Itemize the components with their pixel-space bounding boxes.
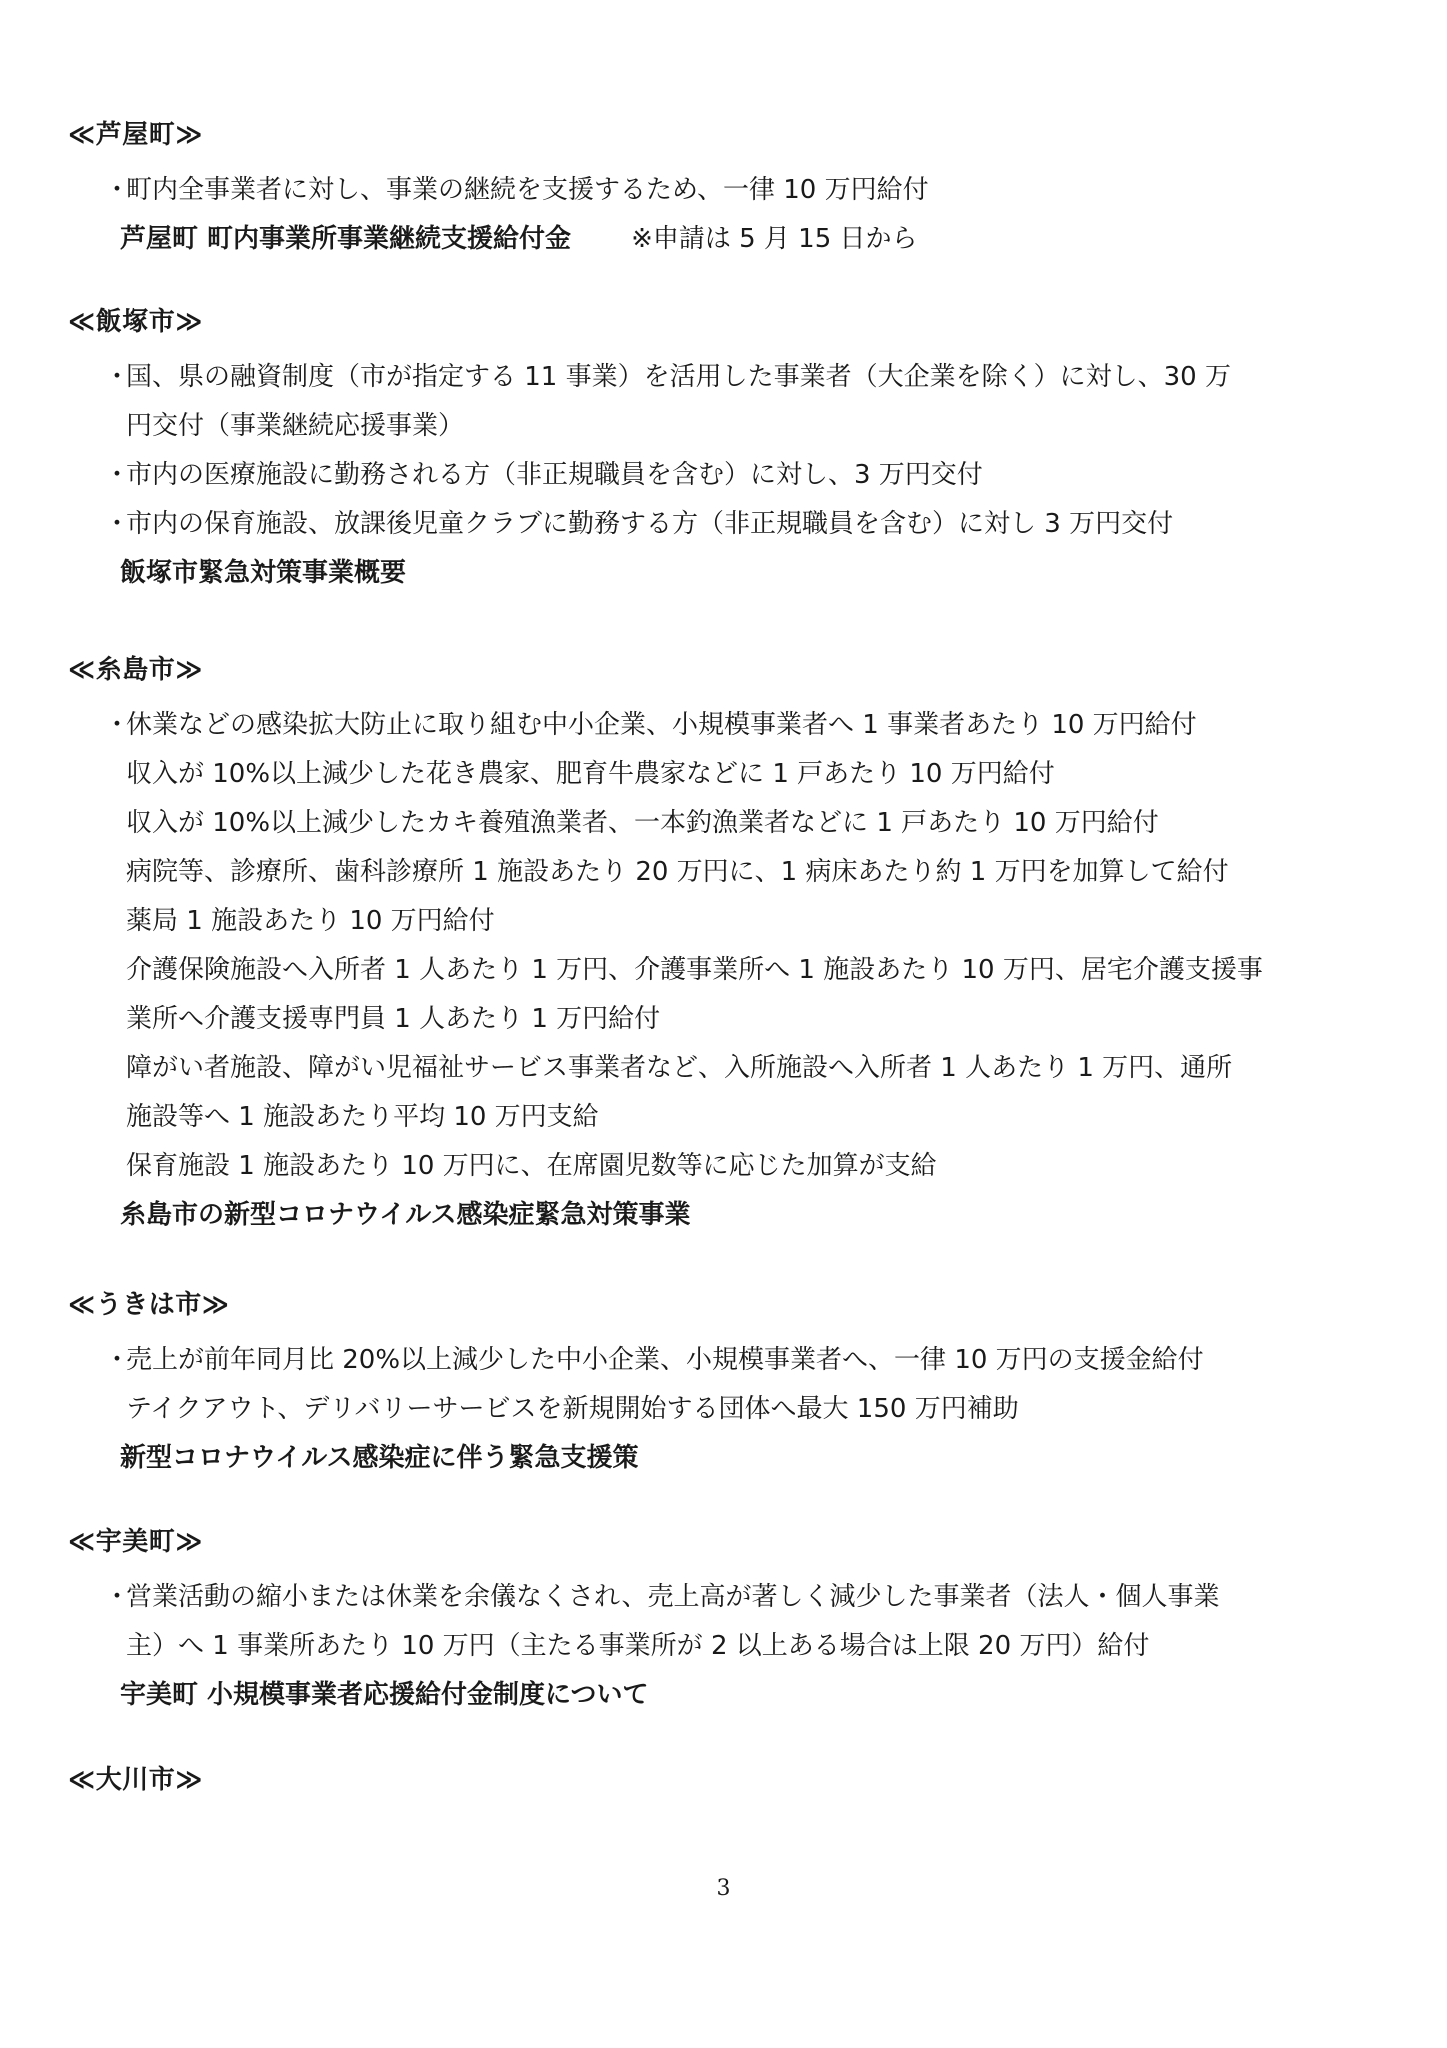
section-ukiha [68, 1290, 1388, 1483]
bullet-item [104, 701, 1388, 750]
section-items [68, 1336, 1388, 1434]
bullet-text: 市内の保育施設、放課後児童クラブに勤務する方（非正規職員を含む）に対し 3 万円交付 [126, 509, 1174, 539]
bullet-mark: ・ [104, 1582, 131, 1612]
bullet-text: 国、県の融資制度（市が指定する 11 事業）を活用した事業者（大企業を除く）に対し、30 万 [126, 362, 1231, 392]
bullet-text: 市内の医療施設に勤務される方（非正規職員を含む）に対し、3 万円交付 [126, 460, 983, 490]
section-itoshima [68, 655, 1388, 1240]
section-heading: ≪宇美町≫ [68, 1527, 203, 1557]
bullet-text: 売上が前年同月比 20%以上減少した中小企業、小規模事業者へ、一律 10 万円の支援金給付 [126, 1345, 1204, 1375]
program-link[interactable]: 宇美町 小規模事業者応援給付金制度について [120, 1680, 649, 1710]
program-link-line [68, 1434, 1388, 1483]
bullet-continuation: 薬局 1 施設あたり 10 万円給付 [126, 906, 495, 936]
program-link-line [68, 215, 1388, 264]
bullet-continuation: 収入が 10%以上減少した花き農家、肥育牛農家などに 1 戸あたり 10 万円給付 [126, 759, 1055, 789]
program-link-line [68, 1671, 1388, 1720]
program-link[interactable]: 飯塚市緊急対策事業概要 [120, 558, 407, 588]
section-items [68, 353, 1388, 549]
bullet-continuation: 介護保険施設へ入所者 1 人あたり 1 万円、介護事業所へ 1 施設あたり 10 万円、居宅介護支援事 [126, 955, 1263, 985]
bullet-mark: ・ [104, 175, 131, 205]
program-link-line [68, 1191, 1388, 1240]
section-heading: ≪飯塚市≫ [68, 307, 203, 337]
bullet-text: 町内全事業者に対し、事業の継続を支援するため、一律 10 万円給付 [126, 175, 929, 205]
bullet-text: 営業活動の縮小または休業を余儀なくされ、売上高が著しく減少した事業者（法人・個人事業 [126, 1582, 1220, 1612]
bullet-continuation: テイクアウト、デリバリーサービスを新規開始する団体へ最大 150 万円補助 [126, 1394, 1019, 1424]
bullet-mark: ・ [104, 710, 131, 740]
section-iizuka [68, 307, 1388, 598]
bullet-item [104, 500, 1388, 549]
bullet-continuation: 保育施設 1 施設あたり 10 万円に、在席園児数等に応じた加算が支給 [126, 1151, 937, 1181]
program-link-line [68, 549, 1388, 598]
section-umi [68, 1527, 1388, 1720]
bullet-mark: ・ [104, 509, 131, 539]
section-items [68, 701, 1388, 1191]
program-link[interactable]: 芦屋町 町内事業所事業継続支援給付金 [120, 224, 572, 254]
section-items [68, 166, 1388, 215]
bullet-continuation: 業所へ介護支援専門員 1 人あたり 1 万円給付 [126, 1004, 661, 1034]
section-items [68, 1573, 1388, 1671]
bullet-continuation: 円交付（事業継続応援事業） [126, 411, 465, 441]
section-okawa [68, 1765, 1388, 1795]
bullet-continuation: 施設等へ 1 施設あたり平均 10 万円支給 [126, 1102, 599, 1132]
program-link[interactable]: 新型コロナウイルス感染症に伴う緊急支援策 [120, 1443, 639, 1473]
section-heading: ≪糸島市≫ [68, 655, 203, 685]
bullet-mark: ・ [104, 362, 131, 392]
section-heading: ≪うきは市≫ [68, 1290, 230, 1320]
bullet-text: 休業などの感染拡大防止に取り組む中小企業、小規模事業者へ 1 事業者あたり 10 万円給付 [126, 710, 1197, 740]
page-number: 3 [716, 1876, 731, 1901]
application-note: ※申請は 5 月 15 日から [631, 224, 918, 254]
bullet-item [104, 451, 1388, 500]
bullet-item [104, 166, 1388, 215]
bullet-mark: ・ [104, 460, 131, 490]
bullet-item [104, 1336, 1388, 1385]
bullet-continuation: 収入が 10%以上減少したカキ養殖漁業者、一本釣漁業者などに 1 戸あたり 10 万円給付 [126, 808, 1159, 838]
bullet-mark: ・ [104, 1345, 131, 1375]
bullet-continuation: 障がい者施設、障がい児福祉サービス事業者など、入所施設へ入所者 1 人あたり 1 万円、通所 [126, 1053, 1233, 1083]
section-ashiya [68, 120, 1388, 264]
bullet-continuation: 主）へ 1 事業所あたり 10 万円（主たる事業所が 2 以上ある場合は上限 20 万円）給付 [126, 1631, 1150, 1661]
program-link[interactable]: 糸島市の新型コロナウイルス感染症緊急対策事業 [120, 1200, 691, 1230]
bullet-continuation: 病院等、診療所、歯科診療所 1 施設あたり 20 万円に、1 病床あたり約 1 万円を加算して給付 [126, 857, 1229, 887]
section-heading: ≪大川市≫ [68, 1765, 203, 1795]
section-heading: ≪芦屋町≫ [68, 120, 203, 150]
bullet-item [104, 353, 1388, 402]
bullet-item [104, 1573, 1388, 1622]
